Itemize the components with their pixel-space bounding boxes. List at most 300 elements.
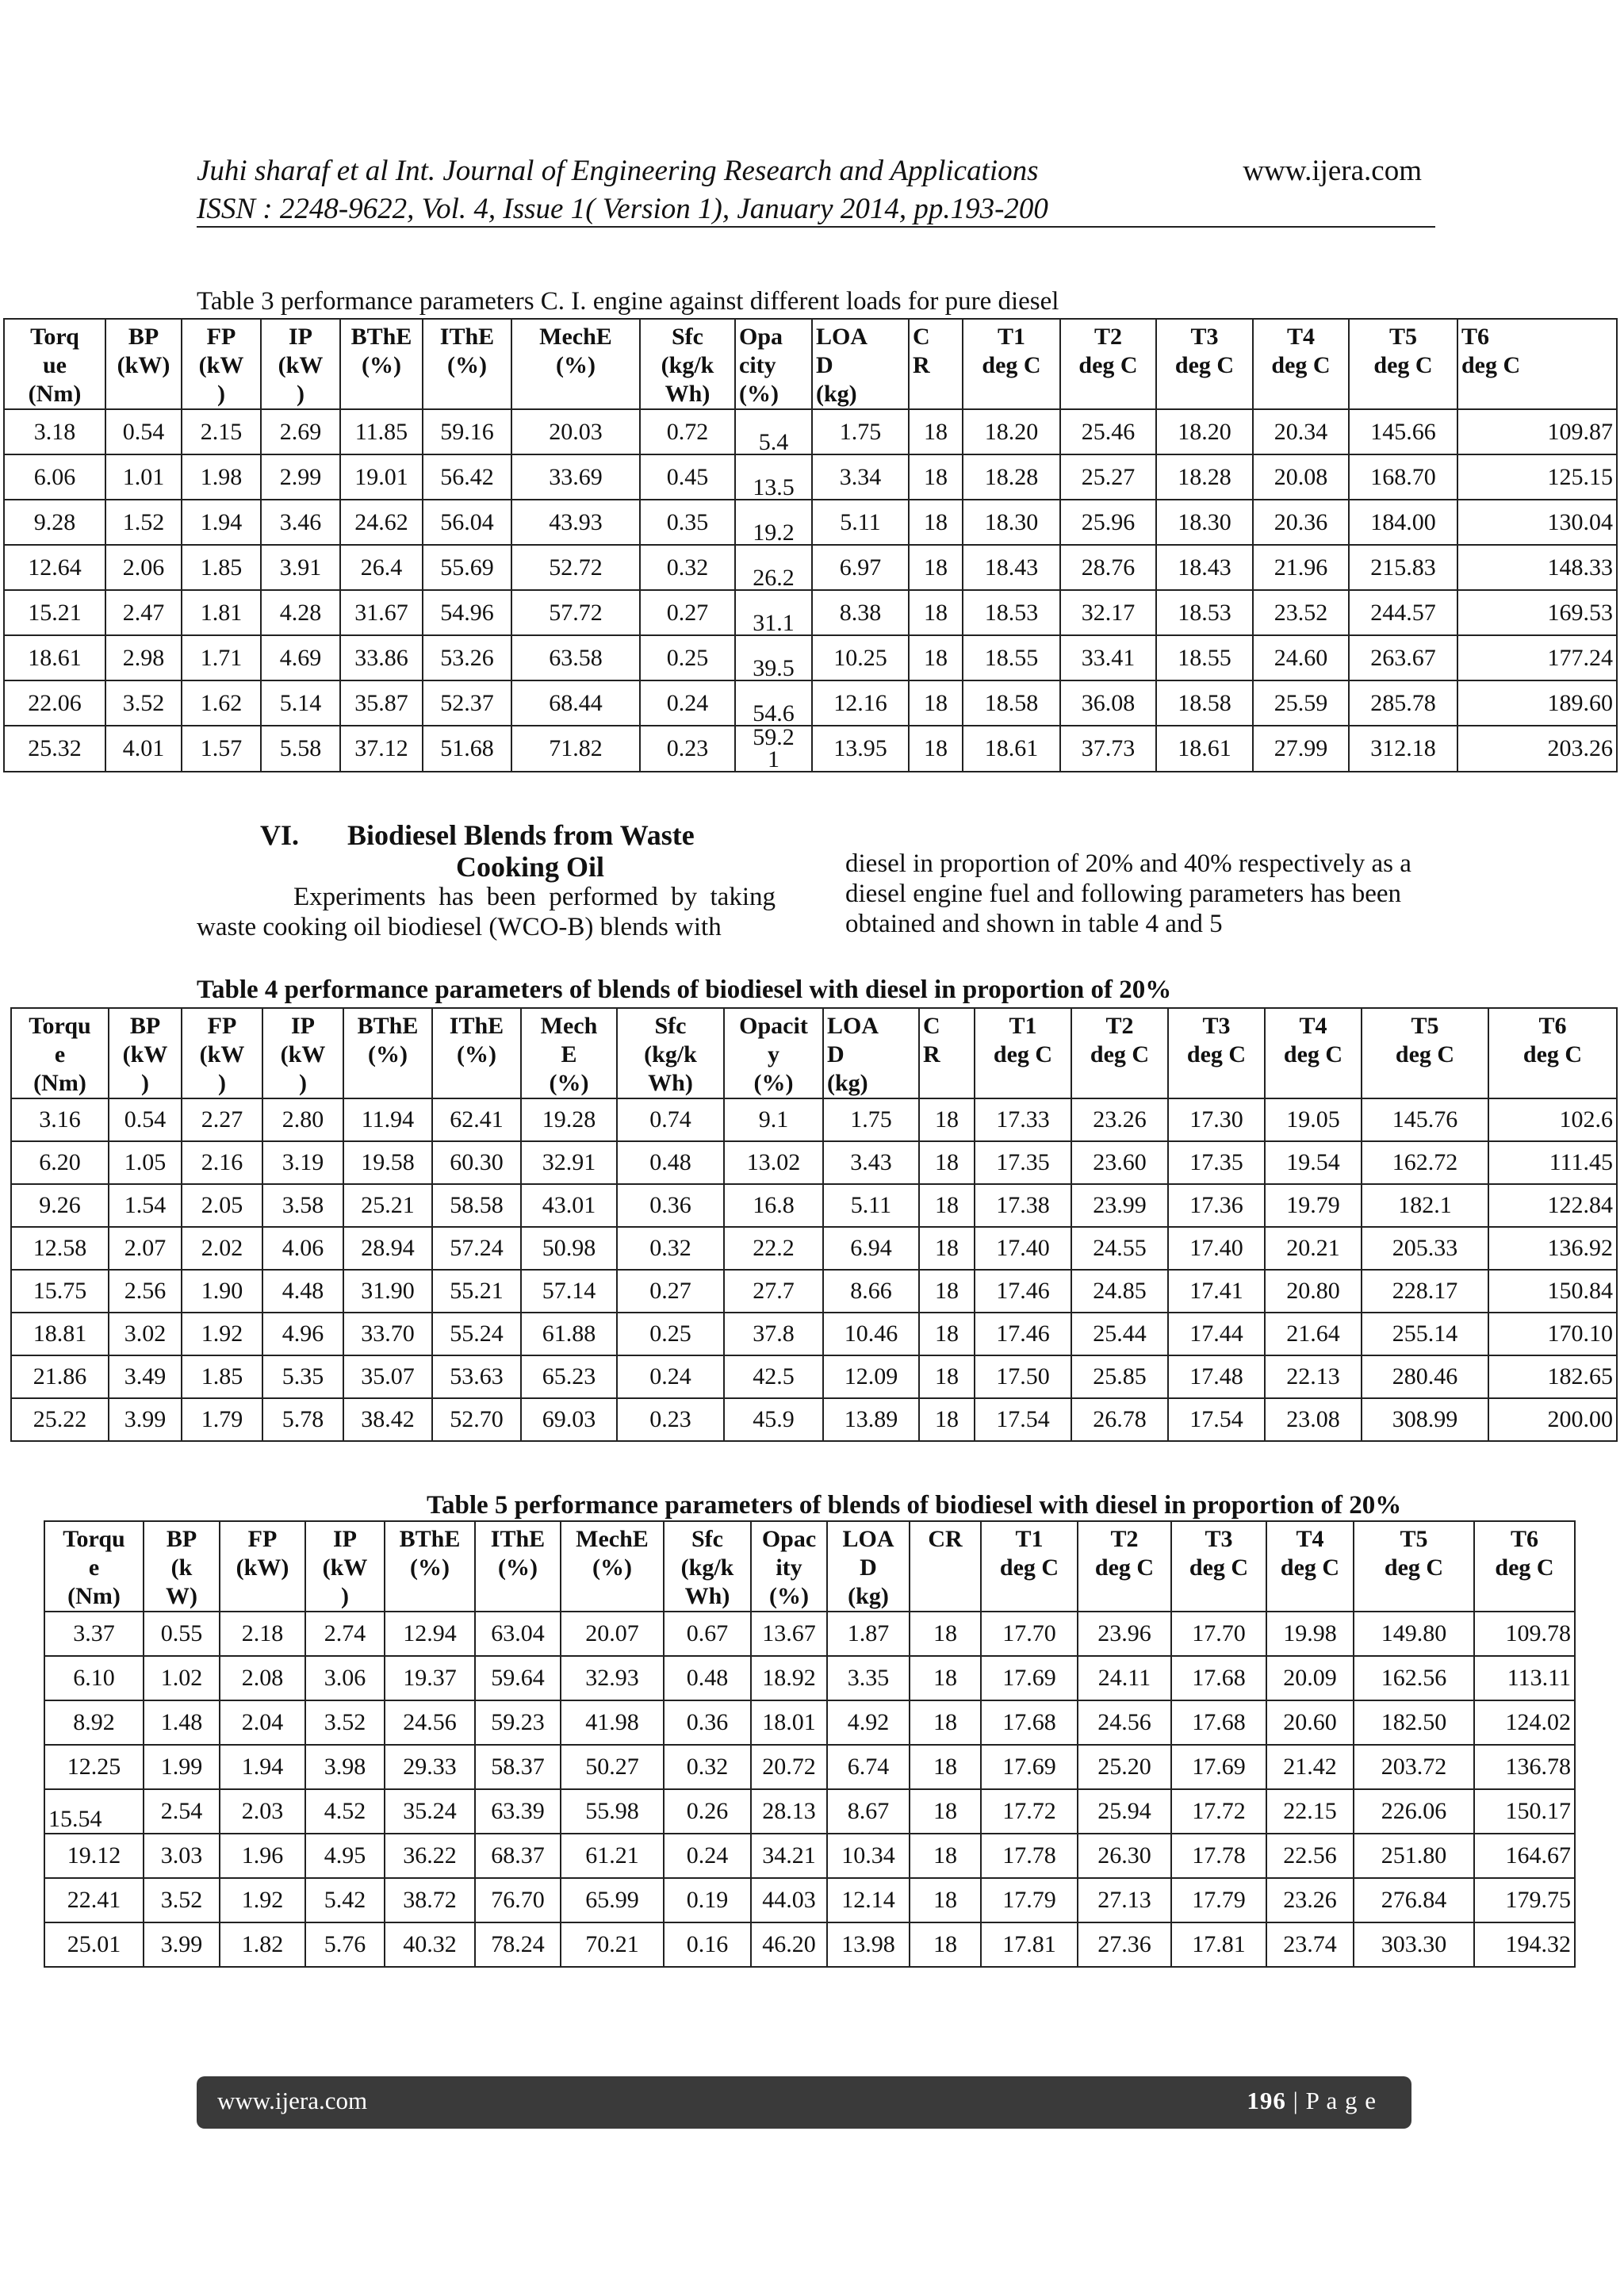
table4-column-header: IThE (%) bbox=[432, 1008, 521, 1098]
table-cell: 13.89 bbox=[823, 1398, 919, 1441]
table5-column-header: T5 deg C bbox=[1354, 1521, 1474, 1612]
table-cell: 17.78 bbox=[981, 1834, 1078, 1878]
table-cell: 19.12 bbox=[44, 1834, 144, 1878]
table-cell: 0.36 bbox=[617, 1184, 724, 1227]
table-cell: 280.46 bbox=[1362, 1355, 1488, 1398]
table-cell: 18.55 bbox=[963, 635, 1060, 680]
table-cell: 303.30 bbox=[1354, 1922, 1474, 1967]
table-cell: 4.28 bbox=[261, 590, 340, 635]
table4-column-header: LOA D (kg) bbox=[823, 1008, 919, 1098]
table-cell: 18 bbox=[909, 635, 963, 680]
table-cell: 3.46 bbox=[261, 500, 340, 545]
table-cell: 20.80 bbox=[1265, 1270, 1362, 1313]
table5-caption: Table 5 performance parameters of blends of biodiesel with diesel in proportion of 20% bbox=[427, 1491, 1402, 1520]
table-cell: 168.70 bbox=[1349, 454, 1457, 500]
table-cell: 3.99 bbox=[144, 1922, 220, 1967]
table-cell: 18 bbox=[909, 500, 963, 545]
table-cell: 3.43 bbox=[823, 1141, 919, 1184]
table-cell: 31.90 bbox=[343, 1270, 432, 1313]
table-cell: 19.01 bbox=[340, 454, 423, 500]
table-cell: 18.61 bbox=[4, 635, 105, 680]
table-cell: 1.54 bbox=[109, 1184, 182, 1227]
table3-column-header: MechE (%) bbox=[511, 319, 640, 409]
table-cell: 18 bbox=[909, 680, 963, 726]
table-cell: 18 bbox=[910, 1878, 981, 1922]
table-cell: 20.03 bbox=[511, 409, 640, 454]
table5-column-header: Sfc (kg/k Wh) bbox=[664, 1521, 751, 1612]
table-cell: 9.1 bbox=[724, 1098, 823, 1141]
table-cell: 2.47 bbox=[105, 590, 182, 635]
table-cell: 164.67 bbox=[1474, 1834, 1575, 1878]
table-cell: 18.28 bbox=[1156, 454, 1253, 500]
table-cell: 102.6 bbox=[1488, 1098, 1617, 1141]
table-cell: 25.94 bbox=[1078, 1789, 1171, 1834]
table-cell: 5.76 bbox=[305, 1922, 385, 1967]
table-cell: 18.28 bbox=[963, 454, 1060, 500]
table-cell: 2.56 bbox=[109, 1270, 182, 1313]
table-cell: 24.56 bbox=[385, 1700, 475, 1745]
table3-column-header: BP (kW) bbox=[105, 319, 182, 409]
table-cell: 17.41 bbox=[1168, 1270, 1265, 1313]
table-cell: 1.05 bbox=[109, 1141, 182, 1184]
table-row bbox=[11, 1355, 1617, 1398]
table-cell: 17.81 bbox=[981, 1922, 1078, 1967]
table-cell: 194.32 bbox=[1474, 1922, 1575, 1967]
table-cell: 1.92 bbox=[220, 1878, 305, 1922]
table-cell: 1.71 bbox=[182, 635, 261, 680]
table-cell: 60.30 bbox=[432, 1141, 521, 1184]
table-cell: 18 bbox=[919, 1184, 975, 1227]
table-cell: 3.99 bbox=[109, 1398, 182, 1441]
table4-column-header: Opacit y (%) bbox=[724, 1008, 823, 1098]
table-cell: 1.85 bbox=[182, 1355, 262, 1398]
table-row bbox=[4, 590, 1617, 635]
table-cell: 17.78 bbox=[1171, 1834, 1266, 1878]
table-cell: 25.96 bbox=[1060, 500, 1156, 545]
table3-column-header: T4 deg C bbox=[1253, 319, 1349, 409]
table-cell: 63.04 bbox=[475, 1612, 561, 1656]
table-cell: 41.98 bbox=[561, 1700, 664, 1745]
table-cell: 17.68 bbox=[1171, 1656, 1266, 1700]
table-cell: 1.75 bbox=[823, 1098, 919, 1141]
table-cell: 17.46 bbox=[975, 1270, 1071, 1313]
table-cell: 15.21 bbox=[4, 590, 105, 635]
table3-column-header: Opa city (%) bbox=[735, 319, 812, 409]
table-cell: 3.06 bbox=[305, 1656, 385, 1700]
table-cell: 17.72 bbox=[981, 1789, 1078, 1834]
table-cell: 17.69 bbox=[1171, 1745, 1266, 1789]
table-cell: 56.04 bbox=[423, 500, 511, 545]
table-cell: 150.17 bbox=[1474, 1789, 1575, 1834]
table-cell: 52.70 bbox=[432, 1398, 521, 1441]
section-title-line2: Cooking Oil bbox=[456, 851, 605, 883]
table-cell: 4.69 bbox=[261, 635, 340, 680]
table-row bbox=[44, 1745, 1575, 1789]
table-cell: 4.06 bbox=[262, 1227, 343, 1270]
table3-body bbox=[4, 409, 1617, 772]
table-cell: 32.93 bbox=[561, 1656, 664, 1700]
table-cell: 54.96 bbox=[423, 590, 511, 635]
table-cell: 25.01 bbox=[44, 1922, 144, 1967]
table-cell: 19.98 bbox=[1266, 1612, 1354, 1656]
table-cell: 1.75 bbox=[812, 409, 909, 454]
table3-column-header: LOA D (kg) bbox=[812, 319, 909, 409]
table-cell: 2.02 bbox=[182, 1227, 262, 1270]
table-cell: 3.02 bbox=[109, 1313, 182, 1355]
table-cell: 33.41 bbox=[1060, 635, 1156, 680]
table4-column-header: T4 deg C bbox=[1265, 1008, 1362, 1098]
table-cell: 0.24 bbox=[640, 680, 735, 726]
table-cell: 23.99 bbox=[1071, 1184, 1168, 1227]
table-row bbox=[44, 1700, 1575, 1745]
table5-column-header: T6 deg C bbox=[1474, 1521, 1575, 1612]
table-cell: 28.94 bbox=[343, 1227, 432, 1270]
table-cell: 63.58 bbox=[511, 635, 640, 680]
table-cell: 5.58 bbox=[261, 726, 340, 772]
page-number: 196 bbox=[1247, 2087, 1286, 2114]
table-cell: 18 bbox=[910, 1656, 981, 1700]
table-cell: 55.69 bbox=[423, 545, 511, 590]
table-cell: 21.96 bbox=[1253, 545, 1349, 590]
table-cell: 203.72 bbox=[1354, 1745, 1474, 1789]
table-cell: 44.03 bbox=[751, 1878, 827, 1922]
table-cell: 149.80 bbox=[1354, 1612, 1474, 1656]
table-cell: 0.24 bbox=[664, 1834, 751, 1878]
table-cell: 18.30 bbox=[1156, 500, 1253, 545]
table4-column-header: Torqu e (Nm) bbox=[11, 1008, 109, 1098]
table-cell: 28.76 bbox=[1060, 545, 1156, 590]
table-cell: 150.84 bbox=[1488, 1270, 1617, 1313]
table-cell: 18 bbox=[910, 1745, 981, 1789]
table5-header-row bbox=[44, 1521, 1575, 1612]
table-cell: 25.21 bbox=[343, 1184, 432, 1227]
table-cell: 1.79 bbox=[182, 1398, 262, 1441]
table-cell: 18 bbox=[910, 1834, 981, 1878]
table-cell: 24.62 bbox=[340, 500, 423, 545]
table-cell: 4.95 bbox=[305, 1834, 385, 1878]
table-cell: 24.60 bbox=[1253, 635, 1349, 680]
table-cell: 70.21 bbox=[561, 1922, 664, 1967]
table3-column-header: Torq ue (Nm) bbox=[4, 319, 105, 409]
table-row bbox=[11, 1313, 1617, 1355]
table-cell: 3.49 bbox=[109, 1355, 182, 1398]
table-cell: 12.25 bbox=[44, 1745, 144, 1789]
table-cell: 20.72 bbox=[751, 1745, 827, 1789]
table-cell: 18 bbox=[909, 590, 963, 635]
journal-website-link[interactable]: www.ijera.com bbox=[1243, 155, 1422, 187]
table-cell: 25.85 bbox=[1071, 1355, 1168, 1398]
table5-column-header: CR bbox=[910, 1521, 981, 1612]
table-cell: 200.00 bbox=[1488, 1398, 1617, 1441]
table4-column-header: T1 deg C bbox=[975, 1008, 1071, 1098]
table5-column-header: IThE (%) bbox=[475, 1521, 561, 1612]
table-cell: 189.60 bbox=[1457, 680, 1617, 726]
table-cell: 15.54 bbox=[44, 1789, 144, 1834]
table-cell: 19.2 bbox=[735, 500, 812, 545]
table-cell: 55.98 bbox=[561, 1789, 664, 1834]
table-cell: 2.15 bbox=[182, 409, 261, 454]
table-cell: 0.26 bbox=[664, 1789, 751, 1834]
table5-column-header: T3 deg C bbox=[1171, 1521, 1266, 1612]
table-cell: 1.02 bbox=[144, 1656, 220, 1700]
table-cell: 17.50 bbox=[975, 1355, 1071, 1398]
table-cell: 27.99 bbox=[1253, 726, 1349, 772]
table-cell: 18 bbox=[910, 1922, 981, 1967]
table-cell: 0.24 bbox=[617, 1355, 724, 1398]
table5-column-header: Torqu e (Nm) bbox=[44, 1521, 144, 1612]
running-header bbox=[197, 152, 1434, 228]
table-cell: 182.65 bbox=[1488, 1355, 1617, 1398]
table-cell: 17.35 bbox=[975, 1141, 1071, 1184]
table-cell: 6.20 bbox=[11, 1141, 109, 1184]
table-cell: 19.37 bbox=[385, 1656, 475, 1700]
table-cell: 1.92 bbox=[182, 1313, 262, 1355]
table-cell: 9.28 bbox=[4, 500, 105, 545]
table-cell: 0.67 bbox=[664, 1612, 751, 1656]
table-row bbox=[11, 1227, 1617, 1270]
table-cell: 0.45 bbox=[640, 454, 735, 500]
table-row bbox=[44, 1922, 1575, 1967]
table-cell: 20.09 bbox=[1266, 1656, 1354, 1700]
table-cell: 0.23 bbox=[640, 726, 735, 772]
table-cell: 136.78 bbox=[1474, 1745, 1575, 1789]
table-cell: 53.26 bbox=[423, 635, 511, 680]
table-cell: 145.76 bbox=[1362, 1098, 1488, 1141]
table-cell: 17.46 bbox=[975, 1313, 1071, 1355]
table-cell: 26.4 bbox=[340, 545, 423, 590]
table-cell: 18 bbox=[909, 545, 963, 590]
table-cell: 2.98 bbox=[105, 635, 182, 680]
table-cell: 18.58 bbox=[963, 680, 1060, 726]
table-cell: 244.57 bbox=[1349, 590, 1457, 635]
table-cell: 1.57 bbox=[182, 726, 261, 772]
table-cell: 0.16 bbox=[664, 1922, 751, 1967]
table4-column-header: T5 deg C bbox=[1362, 1008, 1488, 1098]
table-cell: 0.32 bbox=[664, 1745, 751, 1789]
table-cell: 18.61 bbox=[963, 726, 1060, 772]
table-cell: 215.83 bbox=[1349, 545, 1457, 590]
table-cell: 12.94 bbox=[385, 1612, 475, 1656]
table-cell: 2.54 bbox=[144, 1789, 220, 1834]
table-cell: 2.27 bbox=[182, 1098, 262, 1141]
table-cell: 31.67 bbox=[340, 590, 423, 635]
table-cell: 1.96 bbox=[220, 1834, 305, 1878]
table-cell: 29.33 bbox=[385, 1745, 475, 1789]
table-cell: 13.02 bbox=[724, 1141, 823, 1184]
table-cell: 17.54 bbox=[1168, 1398, 1265, 1441]
table-cell: 19.05 bbox=[1265, 1098, 1362, 1141]
table4 bbox=[10, 1007, 1618, 1442]
table-cell: 13.98 bbox=[827, 1922, 910, 1967]
table-cell: 17.68 bbox=[1171, 1700, 1266, 1745]
section-title-line1: Biodiesel Blends from Waste bbox=[347, 819, 695, 851]
table-cell: 55.24 bbox=[432, 1313, 521, 1355]
table-cell: 0.55 bbox=[144, 1612, 220, 1656]
table-cell: 25.46 bbox=[1060, 409, 1156, 454]
table-cell: 3.34 bbox=[812, 454, 909, 500]
table5-column-header: T2 deg C bbox=[1078, 1521, 1171, 1612]
table-cell: 2.74 bbox=[305, 1612, 385, 1656]
table-cell: 11.94 bbox=[343, 1098, 432, 1141]
table-cell: 54.6 bbox=[735, 680, 812, 726]
table5-column-header: BThE (%) bbox=[385, 1521, 475, 1612]
table-cell: 25.44 bbox=[1071, 1313, 1168, 1355]
table-cell: 31.1 bbox=[735, 590, 812, 635]
table-cell: 3.37 bbox=[44, 1612, 144, 1656]
table-cell: 18 bbox=[909, 454, 963, 500]
table-cell: 18 bbox=[909, 726, 963, 772]
table-cell: 18 bbox=[910, 1789, 981, 1834]
table-cell: 113.11 bbox=[1474, 1656, 1575, 1700]
table-cell: 8.66 bbox=[823, 1270, 919, 1313]
table-cell: 308.99 bbox=[1362, 1398, 1488, 1441]
table-cell: 22.13 bbox=[1265, 1355, 1362, 1398]
table-cell: 19.79 bbox=[1265, 1184, 1362, 1227]
table-cell: 10.46 bbox=[823, 1313, 919, 1355]
table-cell: 0.23 bbox=[617, 1398, 724, 1441]
table-cell: 50.27 bbox=[561, 1745, 664, 1789]
table-cell: 18.92 bbox=[751, 1656, 827, 1700]
table-cell: 162.56 bbox=[1354, 1656, 1474, 1700]
table-row bbox=[4, 454, 1617, 500]
table-row bbox=[4, 409, 1617, 454]
table-cell: 18 bbox=[919, 1227, 975, 1270]
table-cell: 124.02 bbox=[1474, 1700, 1575, 1745]
table-cell: 0.32 bbox=[640, 545, 735, 590]
table-cell: 18 bbox=[919, 1355, 975, 1398]
table4-header-row bbox=[11, 1008, 1617, 1098]
table-cell: 3.19 bbox=[262, 1141, 343, 1184]
table-cell: 22.2 bbox=[724, 1227, 823, 1270]
footer-website-link[interactable]: www.ijera.com bbox=[217, 2087, 368, 2114]
header-divider bbox=[197, 226, 1435, 228]
table-cell: 145.66 bbox=[1349, 409, 1457, 454]
section-number: VI. bbox=[260, 819, 300, 851]
table-cell: 1.01 bbox=[105, 454, 182, 500]
table-row bbox=[4, 680, 1617, 726]
table-cell: 17.72 bbox=[1171, 1789, 1266, 1834]
table-cell: 18 bbox=[919, 1098, 975, 1141]
table-cell: 5.14 bbox=[261, 680, 340, 726]
table5-column-header: BP (k W) bbox=[144, 1521, 220, 1612]
table-row bbox=[44, 1656, 1575, 1700]
table-cell: 1.82 bbox=[220, 1922, 305, 1967]
table-cell: 0.27 bbox=[640, 590, 735, 635]
table-cell: 23.26 bbox=[1266, 1878, 1354, 1922]
table-cell: 109.78 bbox=[1474, 1612, 1575, 1656]
table-cell: 55.21 bbox=[432, 1270, 521, 1313]
table-cell: 203.26 bbox=[1457, 726, 1617, 772]
table-cell: 22.06 bbox=[4, 680, 105, 726]
table-cell: 17.69 bbox=[981, 1656, 1078, 1700]
table-cell: 17.30 bbox=[1168, 1098, 1265, 1141]
table-cell: 59.2 1 bbox=[735, 726, 812, 772]
table-cell: 46.20 bbox=[751, 1922, 827, 1967]
table-cell: 148.33 bbox=[1457, 545, 1617, 590]
table-cell: 34.21 bbox=[751, 1834, 827, 1878]
table-cell: 22.41 bbox=[44, 1878, 144, 1922]
table-cell: 12.09 bbox=[823, 1355, 919, 1398]
table-cell: 2.80 bbox=[262, 1098, 343, 1141]
table-cell: 57.14 bbox=[521, 1270, 617, 1313]
table-cell: 3.91 bbox=[261, 545, 340, 590]
table-cell: 1.52 bbox=[105, 500, 182, 545]
table3-caption: Table 3 performance parameters C. I. engine against different loads for pure diesel bbox=[197, 287, 1059, 316]
table-cell: 28.13 bbox=[751, 1789, 827, 1834]
table-cell: 17.70 bbox=[1171, 1612, 1266, 1656]
table-cell: 169.53 bbox=[1457, 590, 1617, 635]
table-cell: 24.56 bbox=[1078, 1700, 1171, 1745]
table-cell: 18.55 bbox=[1156, 635, 1253, 680]
table-cell: 18.61 bbox=[1156, 726, 1253, 772]
table-cell: 20.21 bbox=[1265, 1227, 1362, 1270]
table-cell: 76.70 bbox=[475, 1878, 561, 1922]
table-cell: 12.58 bbox=[11, 1227, 109, 1270]
table-cell: 65.99 bbox=[561, 1878, 664, 1922]
table-cell: 57.24 bbox=[432, 1227, 521, 1270]
table3-column-header: T1 deg C bbox=[963, 319, 1060, 409]
table-cell: 18.53 bbox=[1156, 590, 1253, 635]
table-cell: 21.86 bbox=[11, 1355, 109, 1398]
table5-column-header: IP (kW ) bbox=[305, 1521, 385, 1612]
table-cell: 43.01 bbox=[521, 1184, 617, 1227]
table-cell: 23.26 bbox=[1071, 1098, 1168, 1141]
table-cell: 251.80 bbox=[1354, 1834, 1474, 1878]
table3 bbox=[3, 318, 1618, 772]
table-cell: 18.20 bbox=[963, 409, 1060, 454]
table-cell: 35.24 bbox=[385, 1789, 475, 1834]
table-cell: 24.85 bbox=[1071, 1270, 1168, 1313]
table3-column-header: Sfc (kg/k Wh) bbox=[640, 319, 735, 409]
table3-column-header: IP (kW ) bbox=[261, 319, 340, 409]
table-cell: 52.37 bbox=[423, 680, 511, 726]
table-cell: 17.36 bbox=[1168, 1184, 1265, 1227]
table-cell: 17.48 bbox=[1168, 1355, 1265, 1398]
table-cell: 37.8 bbox=[724, 1313, 823, 1355]
table-cell: 8.67 bbox=[827, 1789, 910, 1834]
table-cell: 18 bbox=[919, 1398, 975, 1441]
table-cell: 17.40 bbox=[975, 1227, 1071, 1270]
table-cell: 68.44 bbox=[511, 680, 640, 726]
table-cell: 182.50 bbox=[1354, 1700, 1474, 1745]
table-cell: 2.03 bbox=[220, 1789, 305, 1834]
table-cell: 228.17 bbox=[1362, 1270, 1488, 1313]
table-cell: 8.92 bbox=[44, 1700, 144, 1745]
table4-body bbox=[11, 1098, 1617, 1441]
table-cell: 3.18 bbox=[4, 409, 105, 454]
table-row bbox=[11, 1398, 1617, 1441]
table-cell: 0.25 bbox=[617, 1313, 724, 1355]
table-cell: 19.58 bbox=[343, 1141, 432, 1184]
journal-citation-line2: ISSN : 2248-9622, Vol. 4, Issue 1( Version 1), January 2014, pp.193-200 bbox=[197, 193, 1048, 225]
page-label: | P a g e bbox=[1285, 2087, 1377, 2114]
table-cell: 0.35 bbox=[640, 500, 735, 545]
table-cell: 51.68 bbox=[423, 726, 511, 772]
table-row bbox=[4, 500, 1617, 545]
table-cell: 18.53 bbox=[963, 590, 1060, 635]
table-cell: 39.5 bbox=[735, 635, 812, 680]
table-cell: 37.73 bbox=[1060, 726, 1156, 772]
table-cell: 6.10 bbox=[44, 1656, 144, 1700]
table-cell: 20.34 bbox=[1253, 409, 1349, 454]
section-paragraph-right: diesel in proportion of 20% and 40% respectively as a diesel engine fuel and following parameters has been obtained and shown in table 4 and 5 bbox=[845, 849, 1411, 938]
table-cell: 1.94 bbox=[182, 500, 261, 545]
table-cell: 19.54 bbox=[1265, 1141, 1362, 1184]
table-cell: 26.30 bbox=[1078, 1834, 1171, 1878]
table5-column-header: FP (kW) bbox=[220, 1521, 305, 1612]
table-cell: 18 bbox=[919, 1141, 975, 1184]
journal-citation-line1: Juhi sharaf et al Int. Journal of Engineering Research and Applications bbox=[197, 155, 1039, 187]
